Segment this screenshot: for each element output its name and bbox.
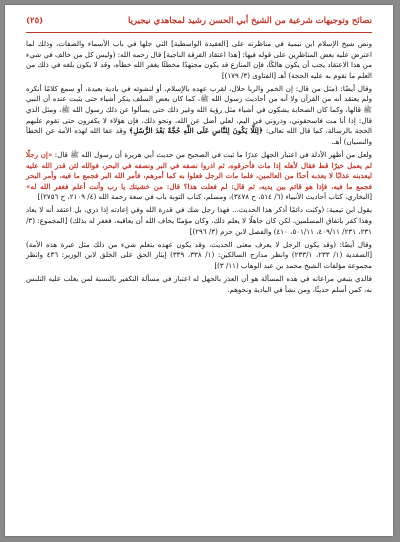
text-run: ونص شيخ الإسلام ابن تيمية في مناظرته على [العقيدة الواسطية] التي جلها في باب الأسماء والصفات، وذلك لما اعترض عليه بعض المناظرين على قوله فيها: [هذا اعتقاد الفرقة الناجية] قال رحمه الله: (وليس كل من خالف في شيء من هذا الاعتقاد يجب أن يكون هالكًا، فإن المنازع قد يكون مجتهدًا مخطئًا يغفر الله خطأه، وقد لا يكون بلغه في ذلك من العلم ما تقوم به عليه الحجة) أهـ [الفتاوى (٣/ ١٧٩)] [26, 39, 372, 80]
text-run: ولعل من أظهر الأدلة في اعتبار الجهل عذرًا ما ثبت في الصحيح من حديث أبي هريرة أن رسول الله ﷺ قال: [52, 149, 372, 159]
text-run: فالذي ينبغي مراعاته في هذه المسألة هو أن العذر بالجهل له اعتبار في مسألة التكفير بالنسبة لمن يغلب عليه التلبس به، كمن أسلم حديثًا، ومن نشأ في البادية ونحوهم. [26, 273, 372, 294]
paragraph [26, 240, 372, 272]
header-divider [26, 32, 372, 33]
text-run: وقال أيضًا: (وقد يكون الرجل لا يعرف معنى الحديث، وقد يكون عهده بتعلم شيء من ذلك مثل عبرة هذه الأمة) [الصفدية (١/ ٢٣٣، ٢٣٣/١) وانظر مدارج السالكين: (١/ ٣٣٨، ٣٣٩) إيثار الحق على الخلق لابن الوزير: ٤٣٦ وانظر مجموعة مؤلفات الشيخ محمد بن عبد الوهاب (١١/ ٣)] [26, 239, 372, 270]
body-text [26, 39, 372, 526]
running-title: نصائح وتوجيهات شرعية من الشيخ أبي الحسن رشيد لمجاهدي نيجيريا [128, 16, 372, 26]
text-run: وقد عفا الله لهذه الأمة عن الخطأ والنسيان) أهـ. [26, 126, 372, 146]
paragraph [26, 84, 372, 148]
page-header [26, 16, 372, 30]
quran-verse: ﴿لِئَلَّا يَكُونَ لِلنَّاسِ عَلَى اللَّهِ حُجَّةٌ بَعْدَ الرُّسُلِ﴾ [129, 126, 264, 136]
paragraph [26, 39, 372, 81]
page-number: (٢٥) [26, 16, 44, 26]
citation: [البخاري، كتاب أحاديث الأنبياء (٦/ ٥١٤، ح ٣٤٧٨)، ومسلم، كتاب التوبة باب في سعة رحمة الله (٤/ ٢١٠٩، ح ٢٧٥٦)] [37, 192, 372, 202]
paragraph [26, 274, 372, 295]
text-run: وقال أيضًا: (مثل من قال: إن الخمر والربا حلال، لقرب عهده بالإسلام، أو لنشوئه في بادية بعيدة، أو سمع كلامًا أنكره ولم يعتقد أنه من القرآن ولا أنه من أحاديث رسول الله ﷺ، كما كان بعض السلف ينكر أشياء حتى يثبت عنده أن النبي ﷺ قالها، وكما كان الصحابة يشكون في أشياء مثل رؤية الله وغير ذلك حتى يسألوا عن ذلك رسول الله ﷺ، ومثل الذي قال: إذا أنا مت فاسحقوني، وذروني في اليم، لعلي أضل عن الله، ونحو ذلك، فإن هؤلاء لا يكفرون حتى تقوم عليهم الحجة بالرسالة، كما قال الله تعالى: [26, 83, 372, 136]
paragraph [26, 205, 372, 237]
paragraph [26, 150, 372, 203]
hadith-quote: «إن رجلًا لم يعمل خيرًا قط فقال لأهله إذا مات فأحرقوه، ثم اذروا نصفه في البر ونصفه في البحر، فوالله لئن قدر الله عليه ليعذبنه عذابًا لا يعذبه أحدًا من العالمين، فلما مات الرجل فعلوا به كما أمرهم، فأمر الله البر فجمع ما فيه، وأمر البحر فجمع ما فيه، فإذا هو قائم بين يديه، ثم قال: لم فعلت هذا؟ قال: من خشيتك يا رب وأنت أعلم فغفر الله له» [26, 149, 372, 191]
text-run: يقول ابن تيمية: (وكنت دائمًا أذكر هذا الحديث... فهذا رجل شك في قدرة الله وفي إعادته إذا ذري، بل اعتقد أنه لا يعاد وهذا كفر باتفاق المسلمين، لكن كان جاهلًا لا يعلم ذلك، وكان مؤمنًا يخاف الله أن يعاقبه، فغفر له بذلك) [المجموع: (٣/ ٢٣١، ٢٣١/ ٤٠٩/١١، ٥٠١/١١، ٤١٠) والفصل لابن حزم (٣/ ٢٩٦)] [26, 205, 372, 236]
document-page [5, 5, 393, 536]
